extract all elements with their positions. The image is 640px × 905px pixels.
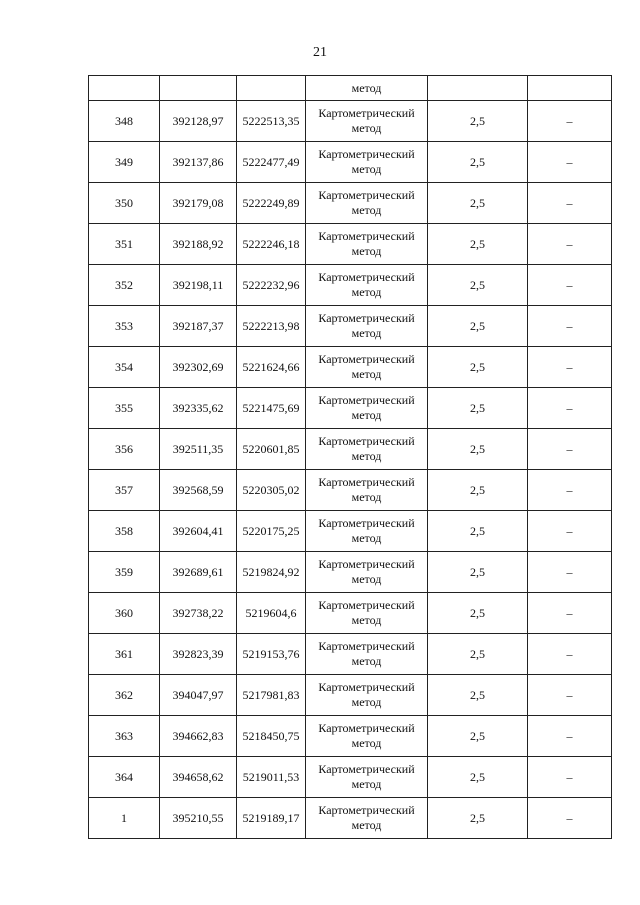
cell-y bbox=[237, 76, 306, 101]
cell-point-number: 352 bbox=[89, 265, 160, 306]
method-line-1: Картометрический bbox=[318, 106, 415, 120]
cell-method bbox=[306, 388, 428, 429]
cell-note: – bbox=[528, 798, 612, 839]
method-line-1: Картометрический bbox=[318, 311, 415, 325]
cell-y: 5222513,35 bbox=[237, 101, 306, 142]
cell-accuracy: 2,5 bbox=[428, 675, 528, 716]
cell-point-number: 362 bbox=[89, 675, 160, 716]
cell-y: 5221475,69 bbox=[237, 388, 306, 429]
method-line-1: Картометрический bbox=[318, 721, 415, 735]
method-line-2: метод bbox=[351, 162, 382, 176]
cell-accuracy: 2,5 bbox=[428, 224, 528, 265]
cell-point-number: 363 bbox=[89, 716, 160, 757]
cell-accuracy: 2,5 bbox=[428, 429, 528, 470]
table-row bbox=[89, 634, 612, 675]
cell-point-number: 361 bbox=[89, 634, 160, 675]
method-line-2: метод bbox=[351, 818, 382, 832]
cell-y: 5219604,6 bbox=[237, 593, 306, 634]
method-line-2: метод bbox=[351, 613, 382, 627]
cell-x: 392188,92 bbox=[160, 224, 237, 265]
table-row bbox=[89, 265, 612, 306]
method-line-2: метод bbox=[351, 531, 382, 545]
cell-x: 394662,83 bbox=[160, 716, 237, 757]
cell-x: 392689,61 bbox=[160, 552, 237, 593]
method-line-1: Картометрический bbox=[318, 762, 415, 776]
method-line-2: метод bbox=[351, 777, 382, 791]
cell-accuracy bbox=[428, 76, 528, 101]
cell-accuracy: 2,5 bbox=[428, 142, 528, 183]
cell-x: 392179,08 bbox=[160, 183, 237, 224]
cell-point-number: 354 bbox=[89, 347, 160, 388]
table-row bbox=[89, 388, 612, 429]
cell-note: – bbox=[528, 552, 612, 593]
cell-accuracy: 2,5 bbox=[428, 101, 528, 142]
cell-note: – bbox=[528, 347, 612, 388]
cell-accuracy: 2,5 bbox=[428, 470, 528, 511]
cell-x: 392302,69 bbox=[160, 347, 237, 388]
cell-x: 392511,35 bbox=[160, 429, 237, 470]
cell-x: 394658,62 bbox=[160, 757, 237, 798]
cell-accuracy: 2,5 bbox=[428, 593, 528, 634]
table-body bbox=[89, 76, 612, 839]
method-line-2: метод bbox=[351, 695, 382, 709]
cell-method: метод bbox=[306, 76, 428, 101]
cell-note: – bbox=[528, 511, 612, 552]
cell-method bbox=[306, 142, 428, 183]
table-row bbox=[89, 183, 612, 224]
cell-method bbox=[306, 552, 428, 593]
method-line-2: метод bbox=[351, 408, 382, 422]
cell-x bbox=[160, 76, 237, 101]
cell-y: 5222249,89 bbox=[237, 183, 306, 224]
method-line-1: Картометрический bbox=[318, 147, 415, 161]
cell-point-number: 359 bbox=[89, 552, 160, 593]
method-line-2: метод bbox=[351, 203, 382, 217]
cell-method bbox=[306, 224, 428, 265]
method-line-1: Картометрический bbox=[318, 393, 415, 407]
method-line-1: Картометрический bbox=[318, 803, 415, 817]
cell-point-number: 364 bbox=[89, 757, 160, 798]
cell-point-number bbox=[89, 76, 160, 101]
cell-note: – bbox=[528, 224, 612, 265]
cell-point-number: 360 bbox=[89, 593, 160, 634]
cell-note bbox=[528, 76, 612, 101]
cell-x: 392568,59 bbox=[160, 470, 237, 511]
cell-x: 392137,86 bbox=[160, 142, 237, 183]
method-line-1: Картометрический bbox=[318, 598, 415, 612]
cell-x: 392198,11 bbox=[160, 265, 237, 306]
cell-point-number: 349 bbox=[89, 142, 160, 183]
cell-point-number: 1 bbox=[89, 798, 160, 839]
cell-point-number: 348 bbox=[89, 101, 160, 142]
cell-point-number: 350 bbox=[89, 183, 160, 224]
cell-note: – bbox=[528, 142, 612, 183]
cell-x: 392128,97 bbox=[160, 101, 237, 142]
table-row bbox=[89, 142, 612, 183]
method-line-2: метод bbox=[351, 121, 382, 135]
method-line-1: Картометрический bbox=[318, 516, 415, 530]
table-row bbox=[89, 429, 612, 470]
cell-y: 5222232,96 bbox=[237, 265, 306, 306]
cell-method bbox=[306, 101, 428, 142]
method-line-1: Картометрический bbox=[318, 557, 415, 571]
table-row bbox=[89, 306, 612, 347]
method-line-2: метод bbox=[351, 285, 382, 299]
cell-x: 392738,22 bbox=[160, 593, 237, 634]
cell-y: 5222213,98 bbox=[237, 306, 306, 347]
cell-y: 5220305,02 bbox=[237, 470, 306, 511]
cell-note: – bbox=[528, 388, 612, 429]
table-row bbox=[89, 675, 612, 716]
cell-note: – bbox=[528, 101, 612, 142]
method-line-2: метод bbox=[351, 490, 382, 504]
method-line-2: метод bbox=[351, 736, 382, 750]
cell-note: – bbox=[528, 265, 612, 306]
cell-x: 395210,55 bbox=[160, 798, 237, 839]
cell-note: – bbox=[528, 716, 612, 757]
cell-method bbox=[306, 798, 428, 839]
cell-y: 5218450,75 bbox=[237, 716, 306, 757]
cell-method bbox=[306, 470, 428, 511]
cell-accuracy: 2,5 bbox=[428, 798, 528, 839]
cell-accuracy: 2,5 bbox=[428, 511, 528, 552]
method-line-2: метод bbox=[351, 449, 382, 463]
cell-x: 392604,41 bbox=[160, 511, 237, 552]
table-row bbox=[89, 347, 612, 388]
cell-method bbox=[306, 675, 428, 716]
table-row bbox=[89, 101, 612, 142]
cell-x: 392823,39 bbox=[160, 634, 237, 675]
cell-note: – bbox=[528, 757, 612, 798]
cell-y: 5221624,66 bbox=[237, 347, 306, 388]
cell-method bbox=[306, 757, 428, 798]
cell-note: – bbox=[528, 183, 612, 224]
cell-accuracy: 2,5 bbox=[428, 183, 528, 224]
cell-method bbox=[306, 429, 428, 470]
table-row bbox=[89, 593, 612, 634]
cell-method bbox=[306, 183, 428, 224]
cell-x: 394047,97 bbox=[160, 675, 237, 716]
cell-accuracy: 2,5 bbox=[428, 716, 528, 757]
method-line-1: Картометрический bbox=[318, 352, 415, 366]
cell-point-number: 351 bbox=[89, 224, 160, 265]
method-line-2: метод bbox=[351, 654, 382, 668]
cell-note: – bbox=[528, 306, 612, 347]
cell-accuracy: 2,5 bbox=[428, 757, 528, 798]
cell-method bbox=[306, 593, 428, 634]
method-line-1: Картометрический bbox=[318, 680, 415, 694]
method-line-2: метод bbox=[351, 367, 382, 381]
cell-note: – bbox=[528, 675, 612, 716]
cell-method bbox=[306, 716, 428, 757]
cell-accuracy: 2,5 bbox=[428, 552, 528, 593]
cell-note: – bbox=[528, 634, 612, 675]
method-line-2: метод bbox=[351, 326, 382, 340]
cell-y: 5220175,25 bbox=[237, 511, 306, 552]
method-line-2: метод bbox=[351, 572, 382, 586]
cell-point-number: 353 bbox=[89, 306, 160, 347]
method-line-1: Картометрический bbox=[318, 639, 415, 653]
table-row bbox=[89, 511, 612, 552]
cell-point-number: 355 bbox=[89, 388, 160, 429]
cell-y: 5219824,92 bbox=[237, 552, 306, 593]
cell-accuracy: 2,5 bbox=[428, 634, 528, 675]
cell-y: 5219153,76 bbox=[237, 634, 306, 675]
cell-method bbox=[306, 265, 428, 306]
table-row bbox=[89, 798, 612, 839]
cell-method bbox=[306, 306, 428, 347]
table-row bbox=[89, 552, 612, 593]
table-row bbox=[89, 470, 612, 511]
table-row bbox=[89, 757, 612, 798]
cell-accuracy: 2,5 bbox=[428, 265, 528, 306]
table-row bbox=[89, 224, 612, 265]
cell-y: 5219189,17 bbox=[237, 798, 306, 839]
method-line-2: метод bbox=[351, 244, 382, 258]
cell-point-number: 356 bbox=[89, 429, 160, 470]
cell-y: 5222246,18 bbox=[237, 224, 306, 265]
cell-x: 392335,62 bbox=[160, 388, 237, 429]
cell-y: 5220601,85 bbox=[237, 429, 306, 470]
page-number: 21 bbox=[313, 45, 327, 60]
cell-note: – bbox=[528, 470, 612, 511]
coordinates-table bbox=[88, 75, 612, 839]
cell-accuracy: 2,5 bbox=[428, 306, 528, 347]
method-line-1: Картометрический bbox=[318, 475, 415, 489]
cell-method bbox=[306, 634, 428, 675]
cell-y: 5219011,53 bbox=[237, 757, 306, 798]
method-line-1: Картометрический bbox=[318, 229, 415, 243]
cell-point-number: 357 bbox=[89, 470, 160, 511]
cell-y: 5222477,49 bbox=[237, 142, 306, 183]
continuation-row bbox=[89, 76, 612, 101]
method-line-1: Картометрический bbox=[318, 188, 415, 202]
method-line-1: Картометрический bbox=[318, 434, 415, 448]
cell-note: – bbox=[528, 593, 612, 634]
cell-note: – bbox=[528, 429, 612, 470]
method-line-1: Картометрический bbox=[318, 270, 415, 284]
cell-y: 5217981,83 bbox=[237, 675, 306, 716]
table-row bbox=[89, 716, 612, 757]
cell-accuracy: 2,5 bbox=[428, 347, 528, 388]
cell-accuracy: 2,5 bbox=[428, 388, 528, 429]
cell-point-number: 358 bbox=[89, 511, 160, 552]
cell-method bbox=[306, 511, 428, 552]
cell-method bbox=[306, 347, 428, 388]
cell-x: 392187,37 bbox=[160, 306, 237, 347]
